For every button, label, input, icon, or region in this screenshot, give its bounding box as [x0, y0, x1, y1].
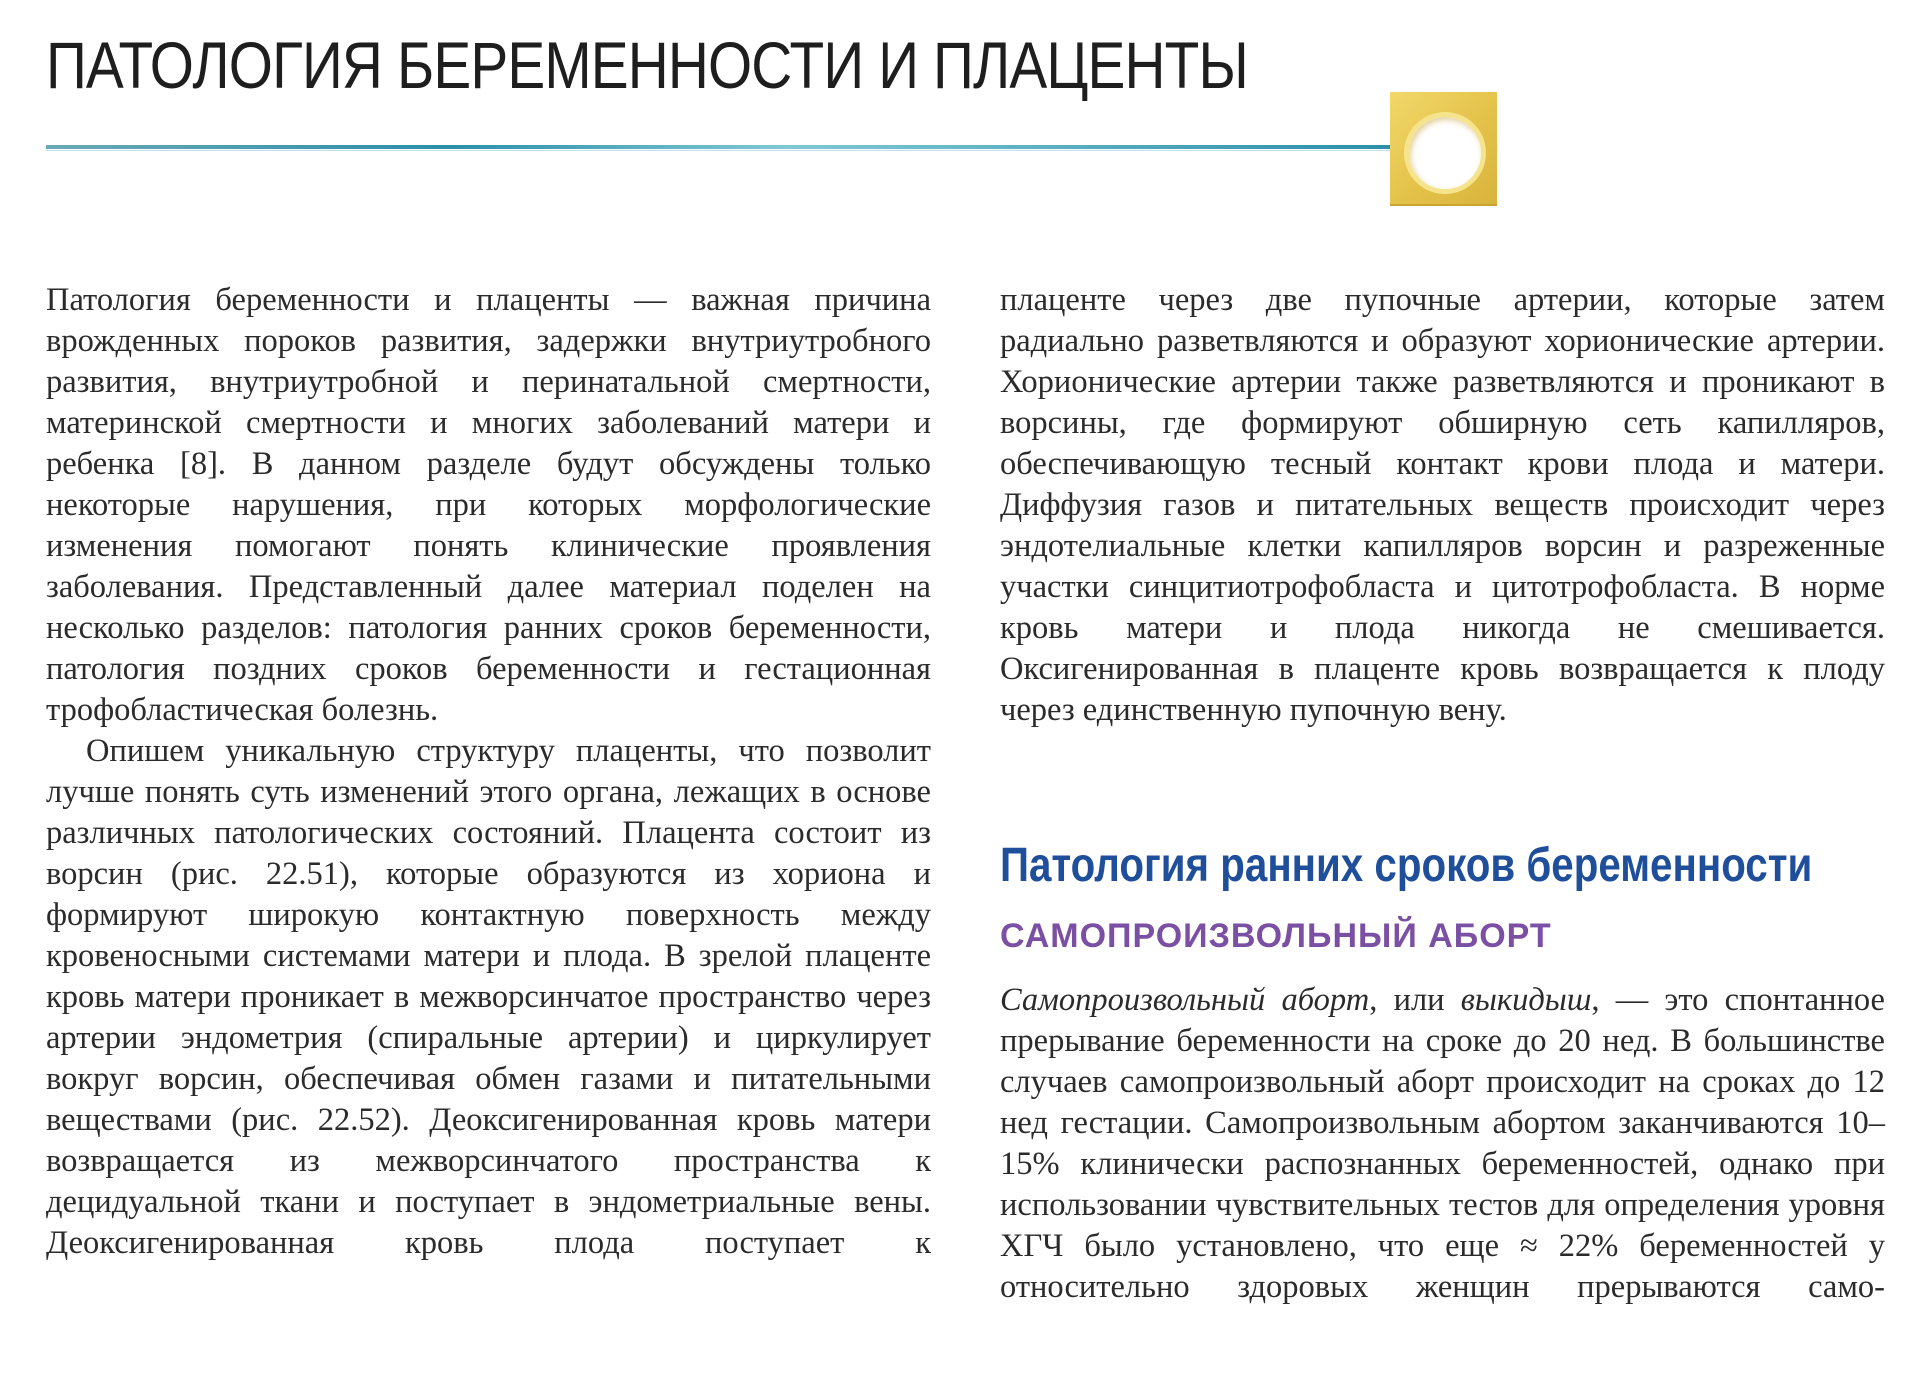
term-joiner: , или	[1369, 982, 1461, 1018]
right-column-lower	[1000, 980, 1885, 1308]
left-column	[46, 280, 931, 1264]
title-rule	[46, 145, 1391, 149]
right-column-upper	[1000, 280, 1885, 731]
title-rule-highlight	[46, 150, 1391, 151]
subsection-heading: САМОПРОИЗВОЛЬНЫЙ АБОРТ	[1000, 917, 1552, 955]
spontaneous-abortion-paragraph	[1000, 980, 1885, 1308]
chapter-title: ПАТОЛОГИЯ БЕРЕМЕННОСТИ И ПЛАЦЕНТЫ	[46, 28, 1248, 102]
spontaneous-abortion-text: , — это спонтанное прерывание беременности на сроке до 20 нед. В большинстве случаев самопроизвольный аборт происходит на сроках до 12 нед гестации. Самопроизвольным абортом заканчиваются 10–15% клинически распознанных беременностей, однако при использовании чувствительных тестов для определения уровня ХГЧ было установлено, что еще ≈ 22% беременностей у относительно здоровых женщин прерываются само-	[1000, 982, 1885, 1305]
section-heading: Патология ранних сроков беременности	[1000, 839, 1813, 892]
placenta-circulation-paragraph: плаценте через две пупочные артерии, которые затем радиально разветвляются и образуют хорионические артерии. Хорионические артерии также разветвляются и проникают в ворсины, где формируют обширную сеть капилляров, обеспечивающую тесный контакт крови плода и матери. Диффузия газов и питательных веществ происходит через эндотелиальные клетки капилляров ворсин и разреженные участки синцитиотрофобласта и цитотрофобласта. В норме кровь матери и плода никогда не смешивается. Оксигенированная в плаценте кровь возвращается к плоду через единственную пупочную вену.	[1000, 282, 1885, 728]
placenta-structure-paragraph: Опишем уникальную структуру плаценты, что позволит лучше понять суть изменений этого органа, лежащих в основе различных патологических состояний. Плацента состоит из ворсин (рис. 22.51), которые образуются из хориона и формируют широкую контактную поверхность между кровеносными системами матери и плода. В зрелой плаценте кровь матери проникает в межворсинчатое пространство через артерии эндометрия (спиральные артерии) и циркулирует вокруг ворсин, обеспечивая обмен газами и питательными веществами (рис. 22.52). Деоксигенированная кровь матери возвращается из межворсинчатого пространства к децидуальной ткани и поступает в эндометриальные вены. Деоксигенированная кровь плода поступает к	[46, 733, 931, 1261]
term-miscarriage: выкидыш	[1460, 982, 1592, 1018]
intro-paragraph: Патология беременности и плаценты — важная причина врожденных пороков развития, задержки внутриутробного развития, внутриутробной и перинатальной смертности, материнской смертности и многих заболеваний матери и ребенка [8]. В данном разделе будут обсуждены только некоторые нарушения, при которых морфологические изменения помогают понять клинические проявления заболевания. Представленный далее материал поделен на несколько разделов: патология ранних сроков беременности, патология поздних сроков беременности и гестационная трофобластическая болезнь.	[46, 282, 931, 728]
term-spontaneous-abortion: Самопроизвольный аборт	[1000, 982, 1370, 1018]
yellow-ring-emblem-icon	[1390, 92, 1497, 204]
emblem-ring	[1404, 112, 1486, 194]
